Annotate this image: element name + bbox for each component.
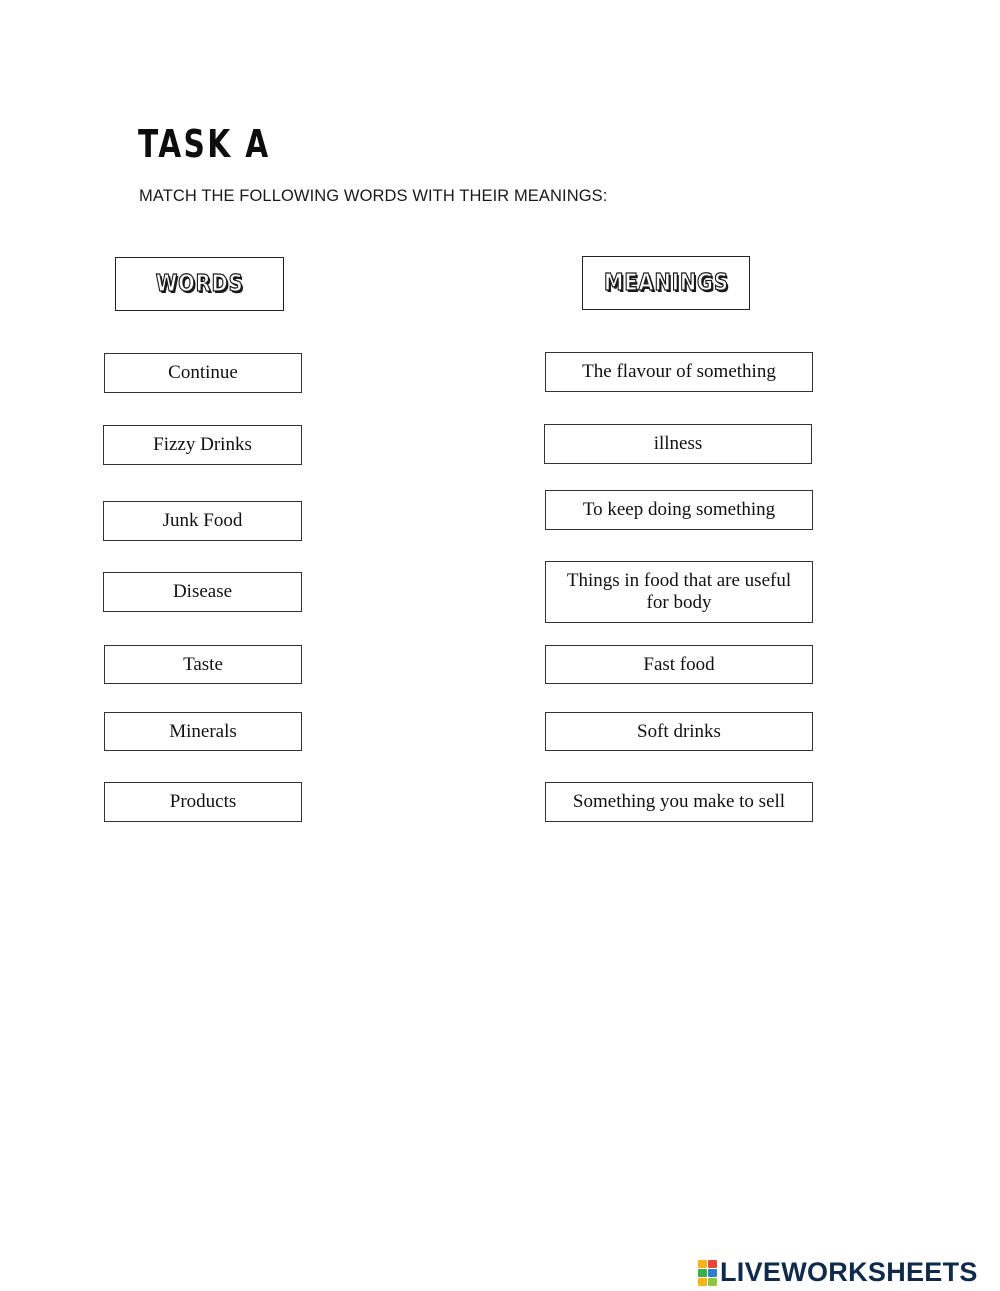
meaning-box[interactable]: Fast food [545,645,813,684]
word-box[interactable]: Fizzy Drinks [103,425,302,465]
word-box[interactable]: Taste [104,645,302,684]
liveworksheets-logo [698,1257,978,1288]
instruction-text: MATCH THE FOLLOWING WORDS WITH THEIR MEANINGS: [139,187,608,205]
meaning-box[interactable]: Things in food that are useful for body [545,561,813,623]
meaning-box[interactable]: Something you make to sell [545,782,813,822]
meaning-box[interactable]: Soft drinks [545,712,813,751]
logo-blocks-icon [698,1260,717,1286]
meaning-box[interactable]: The flavour of something [545,352,813,392]
word-box[interactable]: Minerals [104,712,302,751]
meanings-header [582,256,750,310]
words-header [115,257,284,311]
word-box[interactable]: Products [104,782,302,822]
words-header-label: WORDS [155,271,244,297]
meanings-header-label: MEANINGS [603,270,729,296]
word-box[interactable]: Junk Food [103,501,302,541]
meaning-box[interactable]: illness [544,424,812,464]
meaning-box[interactable]: To keep doing something [545,490,813,530]
logo-text: LIVEWORKSHEETS [720,1257,978,1287]
word-box[interactable]: Disease [103,572,302,612]
word-box[interactable]: Continue [104,353,302,393]
task-title: TASK A [138,122,271,166]
